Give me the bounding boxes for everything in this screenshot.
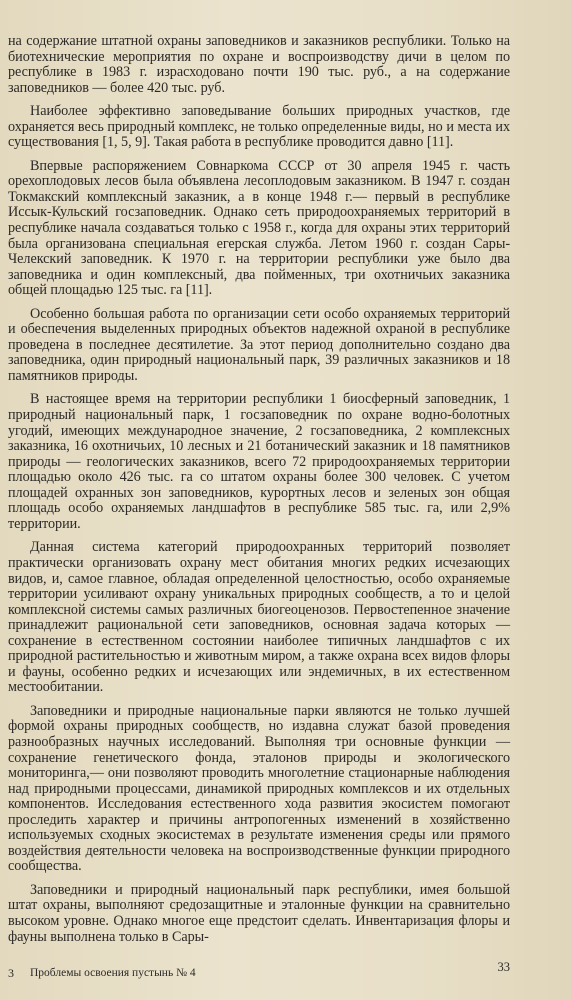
- page-number: 33: [497, 960, 510, 974]
- paragraph-1: на содержание штатной охраны заповедников и заказников республики. Только на биотехнические мероприятия по охране и воспроизводству дичи в целом по республике в 1983 г. израсходовано почти 190 тыс. руб., а на содержание заповедников — более 420 тыс. руб.: [8, 33, 510, 96]
- paragraph-3: Впервые распоряжением Совнаркома СССР от 30 апреля 1945 г. часть орехоплодовых лесов была объявлена лесоплодовым заказником. В 1947 г. создан Токмакский комплексный заказник, а в конце 1948 г.— первый в республике Иссык-Кульский госзаповедник. Однако сеть природоохраняемых территорий в республике начала создаваться только с 1958 г., когда для охраны этих территорий была организована специальная егерская служба. Летом 1960 г. создан Сары-Челекский заповедник. К 1970 г. на территории республики уже было два заповедника и один комплексный, два пойменных, три охотничьих заказника общей площадью 125 тыс. га [11].: [8, 157, 510, 299]
- page-body: [8, 34, 510, 953]
- paragraph-4: Особенно большая работа по организации сети особо охраняемых территорий и обеспечения выделенных природных объектов надежной охраной в республике проведена в последнее десятилетие. За этот период дополнительно создано два заповедника, один природный национальный парк, 39 различных заказников и 18 памятников природы.: [8, 305, 510, 384]
- signature-mark: 3: [8, 966, 14, 980]
- paragraph-2: Наиболее эффективно заповедывание больших природных участков, где охраняется весь природный комплекс, не только определенные виды, но и места их существования [1, 5, 9]. Такая работа в республике проводится давно [11].: [8, 103, 510, 151]
- paragraph-8: Заповедники и природный национальный парк республики, имея большой штат охраны, выполняют средозащитные и эталонные функции на сравнительно высоком уровне. Однако многое еще предстоит сделать. Инвентаризация флоры и фауны выполнена только в Сары-: [8, 881, 510, 945]
- paragraph-6: Данная система категорий природоохранных территорий позволяет практически организовать охрану мест обитания многих редких исчезающих видов, и, самое главное, обладая определенной целостностью, особо охраняемые территории усиливают охрану уникальных природных сообществ, а то и целой комплексной системы самых различных биогеоценозов. Первостепенное значение принадлежит рациональной сети заповедников, основная задача которых — сохранение в естественном состоянии наиболее типичных ландшафтов с их природной растительностью и животным миром, а также охрана всех видов флоры и фауны, особенно редких и исчезающих или эндемичных, в их естественном местообитании.: [8, 539, 510, 696]
- paragraph-7: Заповедники и природные национальные парки являются не только лучшей формой охраны природных сообществ, но издавна служат базой проведения разнообразных научных исследований. Выполняя три основные функции — сохранение генетического фонда, эталонов природы и экологического мониторинга,— они позволяют проводить многолетние стационарные наблюдения над природными процессами, динамикой природных комплексов и их отдельных компонентов. Исследования естественного хода развития экосистем помогают проследить характер и причины антропогенных изменений в хозяйственно используемых сходных экосистемах в результате изменения среды или прямого воздействия деятельности человека на воспроизводственные функции природного сообщества.: [8, 702, 510, 875]
- series-title: Проблемы освоения пустынь № 4: [30, 967, 196, 979]
- paragraph-5: В настоящее время на территории республики 1 биосферный заповедник, 1 природный национальный парк, 1 госзаповедник по охране водно-болотных угодий, имеющих международное значение, 2 госзаповедника, 2 комплексных заказника, 16 охотничьих, 10 лесных и 21 ботанический заказник и 18 памятников природы — геологических заказников, всего 72 природоохраняемых территории площадью около 426 тыс. га со штатом охраны более 300 человек. С учетом площадей охранных зон заповедников, курортных лесов и зеленых зон общая площадь особо охраняемых ландшафтов в республике 585 тыс. га, или 2,9% территории.: [8, 391, 510, 532]
